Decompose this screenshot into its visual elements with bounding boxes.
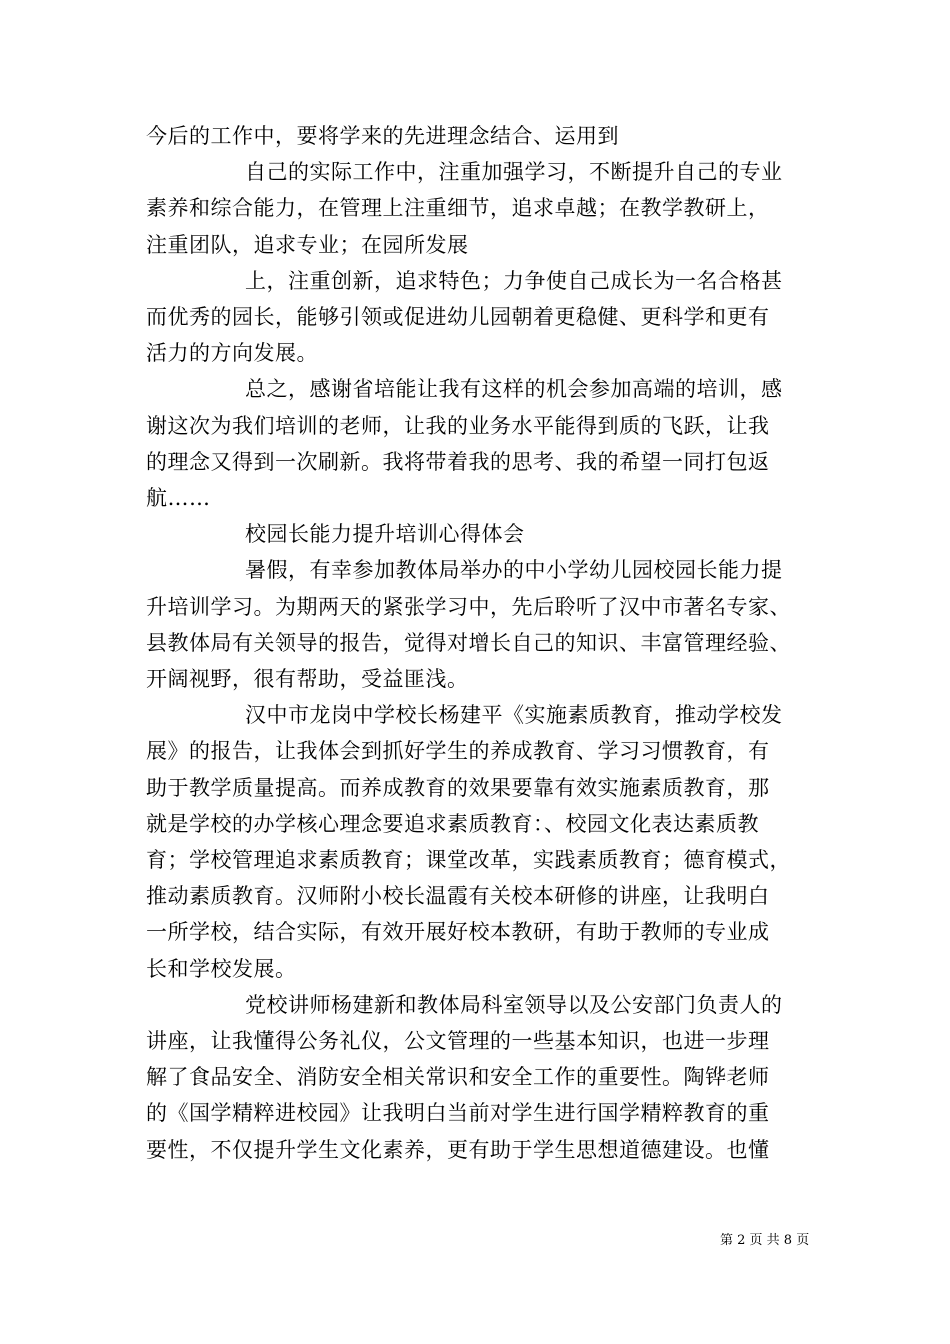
text-line: 开阔视野，很有帮助，受益匪浅。 bbox=[146, 667, 469, 691]
text-line: 暑假，有幸参加教体局举办的中小学幼儿园校园长能力提 bbox=[245, 558, 783, 583]
text-line: 的《国学精粹进校园》让我明白当前对学生进行国学精粹教育的重 bbox=[146, 1101, 770, 1126]
text-line: 解了食品安全、消防安全相关常识和安全工作的重要性。陶铧老师 bbox=[146, 1065, 770, 1090]
text-line: 升培训学习。为期两天的紧张学习中，先后聆听了汉中市著名专家、 bbox=[146, 594, 791, 619]
text-line: 活力的方向发展。 bbox=[146, 341, 318, 366]
text-line: 长和学校发展。 bbox=[146, 956, 297, 981]
text-line: 而优秀的园长，能够引领或促进幼儿园朝着更稳健、更科学和更有 bbox=[146, 305, 770, 329]
text-line: 推动素质教育。汉师附小校长温霞有关校本研修的讲座，让我明白 bbox=[146, 884, 770, 909]
text-line: 助于教学质量提高。而养成教育的效果要靠有效实施素质教育，那 bbox=[146, 775, 770, 800]
page-number-footer: 第 2 页 共 8 页 bbox=[720, 1233, 810, 1248]
text-line: 自己的实际工作中，注重加强学习，不断提升自己的专业 bbox=[245, 160, 783, 185]
text-line: 讲座，让我懂得公务礼仪，公文管理的一些基本知识，也进一步理 bbox=[146, 1029, 770, 1053]
text-line: 今后的工作中，要将学来的先进理念结合、运用到 bbox=[146, 124, 619, 148]
text-line: 上，注重创新，追求特色；力争使自己成长为一名合格甚 bbox=[245, 268, 783, 293]
text-line: 航…… bbox=[146, 486, 211, 510]
text-line: 的理念又得到一次刷新。我将带着我的思考、我的希望一同打包返 bbox=[146, 449, 770, 474]
text-line: 展》的报告，让我体会到抓好学生的养成教育、学习习惯教育，有 bbox=[146, 739, 770, 764]
text-line: 注重团队，追求专业；在园所发展 bbox=[146, 232, 469, 257]
text-line: 谢这次为我们培训的老师，让我的业务水平能得到质的飞跃，让我 bbox=[146, 413, 770, 438]
text-line: 就是学校的办学核心理念要追求素质教育：、校园文化表达素质教 bbox=[146, 811, 759, 836]
text-line: 校园长能力提升培训心得体会 bbox=[245, 522, 525, 547]
text-line: 一所学校，结合实际，有效开展好校本教研，有助于教师的专业成 bbox=[146, 920, 770, 945]
text-line: 素养和综合能力，在管理上注重细节，追求卓越；在教学教研上， bbox=[146, 196, 770, 221]
text-line: 党校讲师杨建新和教体局科室领导以及公安部门负责人的 bbox=[245, 992, 783, 1017]
text-line: 汉中市龙岗中学校长杨建平《实施素质教育，推动学校发 bbox=[245, 703, 783, 728]
text-line: 要性，不仅提升学生文化素养，更有助于学生思想道德建设。也懂 bbox=[146, 1137, 770, 1162]
text-line: 育；学校管理追求素质教育；课堂改革，实践素质教育；德育模式， bbox=[146, 848, 791, 872]
text-line: 总之，感谢省培能让我有这样的机会参加高端的培训，感 bbox=[245, 377, 783, 402]
text-line: 县教体局有关领导的报告，觉得对增长自己的知识、丰富管理经验、 bbox=[146, 630, 791, 655]
